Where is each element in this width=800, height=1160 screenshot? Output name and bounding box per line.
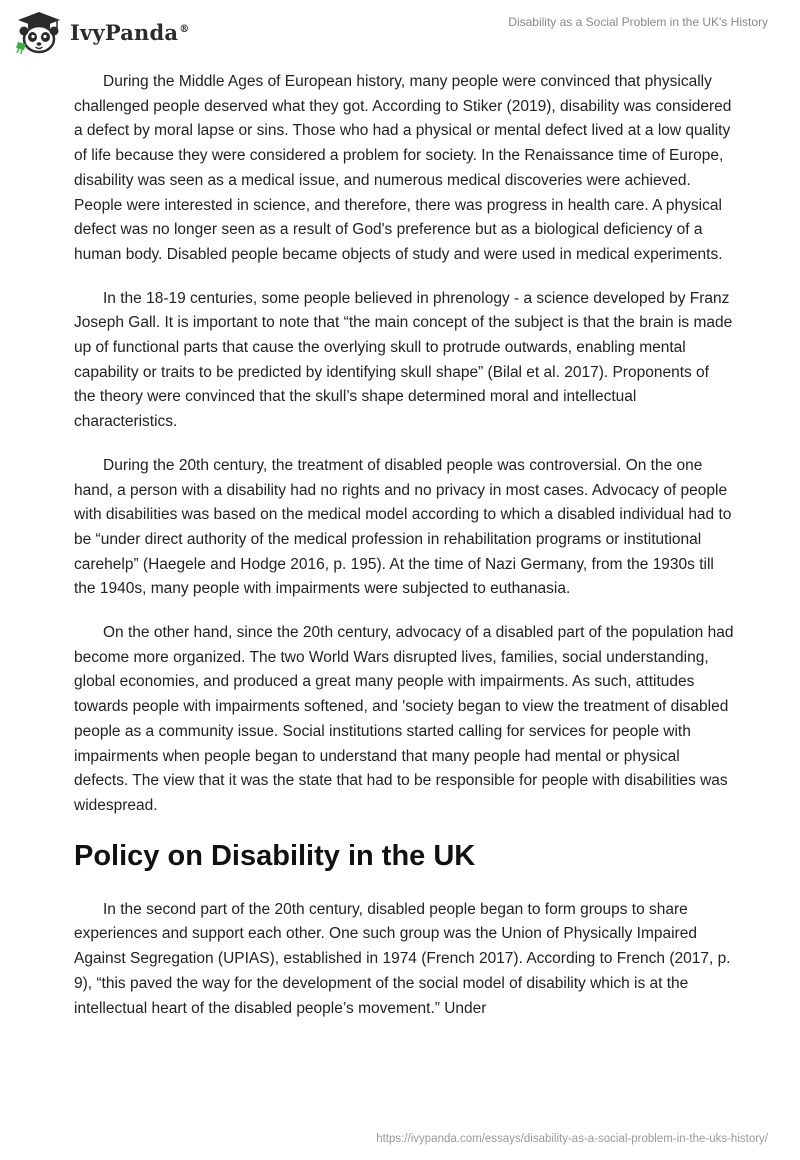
paragraph-20th-century: During the 20th century, the treatment of disabled people was controversial. On the one hand, a person with a disability had no rights and no privacy in most cases. Advocacy of people with disabilities was based on the medical model according to which a disabled individual had to be “under direct authority of the medical profession in rehabilitation programs or institutional carehelp” (Haegele and Hodge 2016, p. 195). At the time of Nazi Germany, from the 1930s till the 1940s, many people with impairments were subjected to euthanasia. (74, 456, 732, 598)
paragraph-policy: In the second part of the 20th century, disabled people began to form groups to share experiences and support each other. One such group was the Union of Physically Impaired Against Segregation (UPIAS), established in 1974 (French 2017). According to French (2017, p. 9), “this paved the way for the development of the social model of disability which is at the intellectual heart of the disabled people’s movement.” Under (74, 900, 731, 1017)
panda-graduate-icon (14, 10, 64, 54)
section-heading: Policy on Disability in the UK (74, 839, 476, 872)
page-header (0, 0, 800, 60)
essay-body (74, 70, 734, 1040)
paragraph-middle-ages: During the Middle Ages of European history, many people were convinced that physically challenged people deserved what they got. According to Stiker (2019), disability was considered a defect by moral lapse or sins. Those who had a physical or mental defect lived at a low quality of life because they were considered a problem for society. In the Renaissance time of Europe, disability was seen as a medical issue, and numerous medical discoveries were achieved. People were interested in science, and therefore, there was progress in health care. A physical defect was no longer seen as a result of God's preference but as a biological deficiency of a human body. Disabled people became objects of study and were used in medical experiments. (74, 73, 732, 263)
ivypanda-logo[interactable] (14, 8, 189, 56)
paragraph-advocacy: On the other hand, since the 20th century, advocacy of a disabled part of the population had become more organized. The two World Wars disrupted lives, families, social understanding, global economies, and produced a great many people with impairments. As such, attitudes towards people with impairments softened, and 'society began to view the treatment of disabled people as a community issue. Social institutions started calling for services for people with impairments when people began to understand that many people had mental or physical defects. The view that it was the state that had to be responsible for people with disabilities was widespread. (74, 624, 734, 814)
brand-name: IvyPanda® (70, 19, 190, 45)
document-title: Disability as a Social Problem in the UK's History (508, 15, 768, 29)
source-url[interactable]: https://ivypanda.com/essays/disability-as-a-social-problem-in-the-uks-history/ (376, 1133, 768, 1145)
paragraph-phrenology: In the 18-19 centuries, some people believed in phrenology - a science developed by Franz Joseph Gall. It is important to note that “the main concept of the subject is that the brain is made up of functional parts that cause the overlying skull to protrude outwards, enabling mental capability or traits to be predicted by identifying skull shape” (Bilal et al. 2017). Proponents of the theory were convinced that the skull’s shape determined moral and intellectual characteristics. (74, 289, 733, 431)
